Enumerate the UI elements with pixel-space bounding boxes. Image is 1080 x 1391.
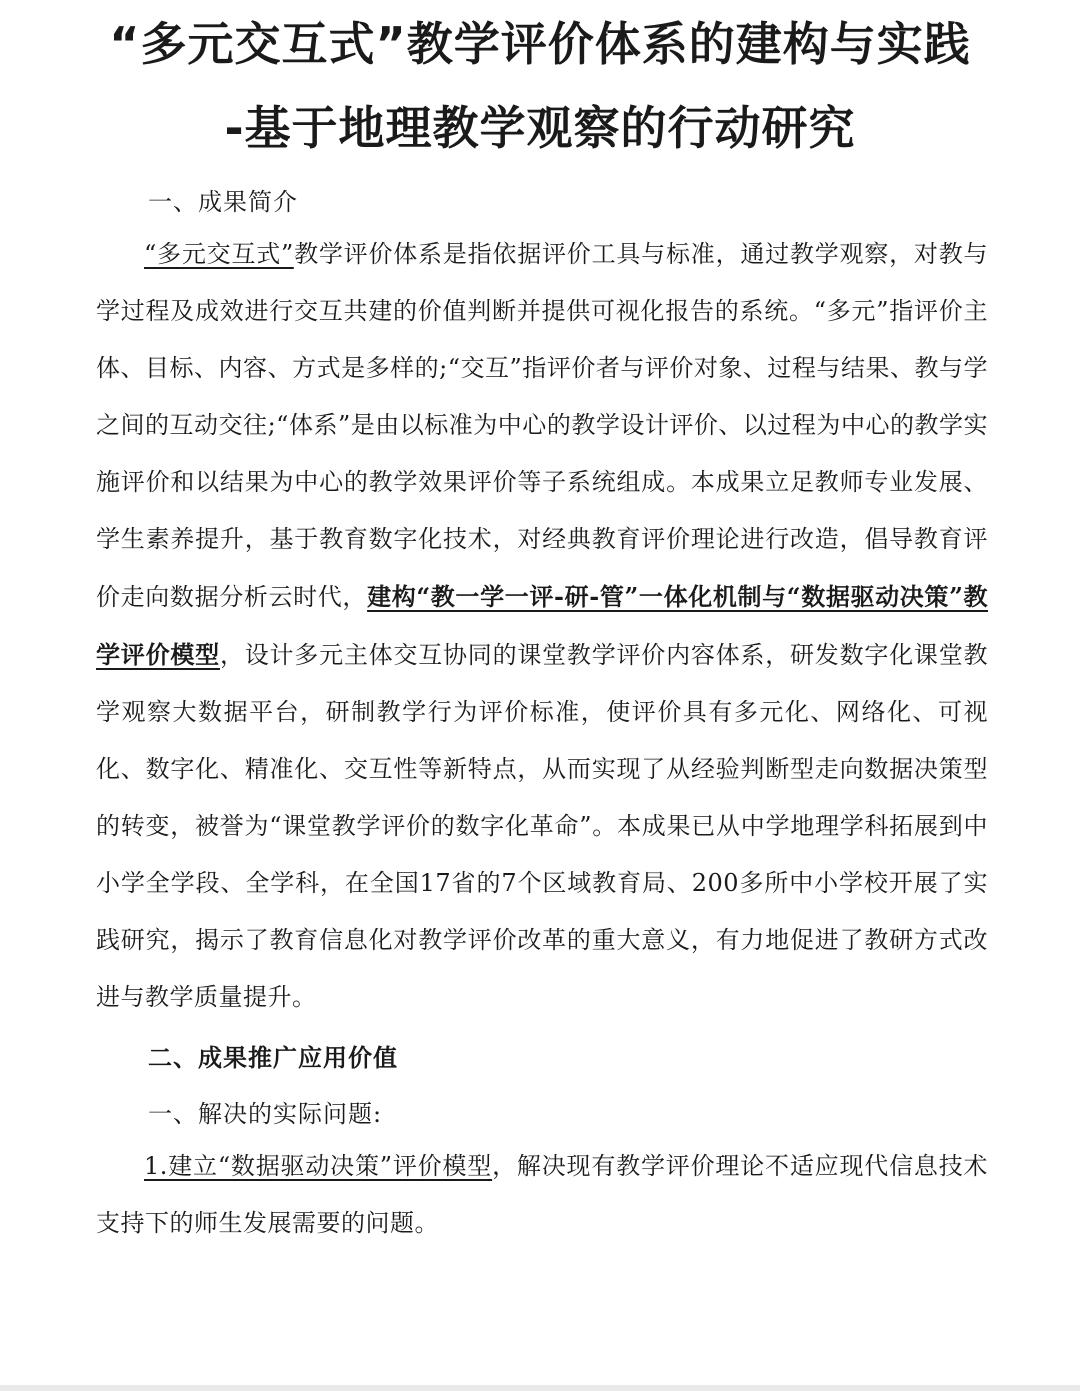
section2-heading: 二、成果推广应用价值 — [148, 1043, 398, 1072]
section2-subheading: 一、解决的实际问题: — [148, 1100, 383, 1128]
underlined-term: “多元交互式” — [144, 240, 294, 268]
item-1-title: 1.建立“数据驱动决策”评价模型 — [144, 1152, 493, 1180]
document-title-line1: “多元交互式”教学评价体系的建构与实践 — [109, 17, 971, 71]
page-bottom-edge — [0, 1385, 1080, 1391]
paragraph-text-continued: ，设计多元主体交互协同的课堂教学评价内容体系，研发数字化课堂教学观察大数据平台，研制教学行为评价标准，使评价具有多元化、网络化、可视化、数字化、精准化、交互性等新特点，从而实现了从经验判断型走向数据决策型的转变，被誉为“课堂教学评价的数字化革命”。本成果已从中学地理学科拓展到中小学全学段、全学科，在全国17省的7个区域教育局、200多所中小学校开展了实践研究，揭示了教育信息化对教学评价改革的重大意义，有力地促进了教研方式改进与教学质量提升。 — [96, 641, 989, 1011]
highlighted-model-text: 建构“教一学一评-研-管”一体化机制与“数据驱动决策”教学评价模型 — [96, 582, 989, 669]
section1-paragraph — [96, 226, 988, 1026]
item-1-text: ，解决现有教学评价理论不适应现代信息技术支持下的师生发展需要的问题。 — [96, 1152, 989, 1237]
document-title-line2: -基于地理教学观察的行动研究 — [224, 101, 856, 155]
paragraph-text: 教学评价体系是指依据评价工具与标准，通过教学观察，对教与学过程及成效进行交互共建的价值判断并提供可视化报告的系统。“多元”指评价主体、目标、内容、方式是多样的;“交互”指评价者与评价对象、过程与结果、教与学之间的互动交往;“体系”是由以标准为中心的教学设计评价、以过程为中心的教学实施评价和以结果为中心的教学效果评价等子系统组成。本成果立足教师专业发展、学生素养提升，基于教育数字化技术，对经典教育评价理论进行改造，倡导教育评价走向数据分析云时代， — [96, 240, 988, 611]
section1-heading: 一、成果简介 — [148, 188, 298, 216]
section2-item-1 — [96, 1138, 988, 1252]
